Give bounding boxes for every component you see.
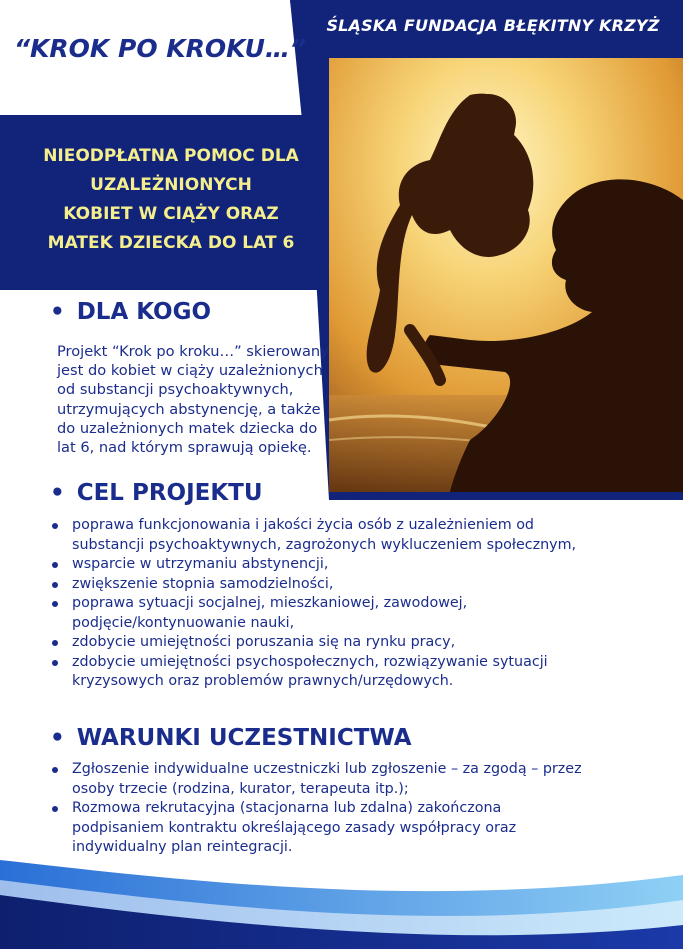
list-item: [50, 633, 670, 653]
paragraph-line: utrzymujących abstynencję, a także: [57, 400, 321, 418]
list-item-line: zwiększenie stopnia samodzielności,: [72, 575, 334, 592]
section-title-text: CEL PROJEKTU: [76, 480, 263, 506]
cel-projektu-list: [50, 516, 670, 692]
list-item-line: wsparcie w utrzymaniu abstynencji,: [72, 556, 329, 572]
list-item-line: poprawa funkcjonowania i jakości życia osób z uzależnieniem od: [72, 517, 535, 533]
list-item-line: poprawa sytuacji socjalnej, mieszkaniowej, zawodowej,: [72, 595, 468, 611]
foundation-name: ŚLĄSKA FUNDACJA BŁĘKITNY KRZYŻ: [326, 16, 660, 35]
dla-kogo-paragraph: [57, 342, 349, 457]
list-item-line: Rozmowa rekrutacyjna (stacjonarna lub zdalna) zakończona: [72, 800, 502, 816]
paragraph-line: lat 6, nad którym sprawują opiekę.: [57, 439, 312, 457]
section-title-warunki: [50, 725, 412, 751]
section-title-cel-projektu: [50, 480, 263, 506]
list-item-line: zdobycie umiejętności poruszania się na rynku pracy,: [72, 634, 456, 650]
warunki-list: [50, 760, 670, 858]
list-item: [50, 760, 670, 799]
list-item-line: Zgłoszenie indywidualne uczestniczki lub zgłoszenie – za zgodą – przez: [72, 761, 582, 777]
paragraph-line: od substancji psychoaktywnych,: [57, 381, 294, 399]
list-item-line: substancji psychoaktywnych, zagrożonych wykluczeniem społecznym,: [72, 536, 577, 553]
section-title-text: WARUNKI UCZESTNICTWA: [76, 725, 412, 751]
headline: [16, 142, 326, 258]
bullet-icon: •: [50, 725, 65, 751]
list-item: [50, 555, 670, 575]
list-item: [50, 653, 670, 692]
headline-line: MATEK DZIECKA DO LAT 6: [47, 233, 295, 253]
list-item-line: indywidualny plan reintegracji.: [72, 839, 293, 855]
paragraph-line: do uzależnionych matek dziecka do: [57, 419, 318, 437]
headline-line: UZALEŻNIONYCH: [90, 175, 252, 195]
paragraph-line: jest do kobiet w ciąży uzależnionych: [57, 362, 323, 380]
headline-line: KOBIET W CIĄŻY ORAZ: [63, 204, 279, 224]
section-title-dla-kogo: [50, 299, 211, 325]
list-item-line: zdobycie umiejętności psychospołecznych, rozwiązywanie sytuacji: [72, 653, 548, 670]
list-item-line: kryzysowych oraz problemów prawnych/urzędowych.: [72, 673, 454, 689]
section-title-text: DLA KOGO: [76, 299, 212, 325]
list-item: [50, 799, 670, 858]
bullet-icon: •: [50, 299, 65, 325]
list-item: [50, 594, 670, 633]
list-item-line: osoby trzecie (rodzina, kurator, terapeuta itp.);: [72, 780, 409, 797]
bullet-icon: •: [50, 480, 65, 506]
headline-line: NIEODPŁATNA POMOC DLA: [43, 146, 299, 166]
list-item: [50, 575, 670, 595]
list-item-line: podjęcie/kontynuowanie nauki,: [72, 614, 295, 631]
list-item: [50, 516, 670, 555]
mother-baby-photo: [329, 58, 683, 492]
paragraph-line: Projekt “Krok po kroku…” skierowany: [57, 343, 329, 360]
list-item-line: podpisaniem kontraktu określającego zasady współpracy oraz: [72, 819, 517, 836]
project-slogan: “KROK PO KROKU…”: [13, 34, 307, 63]
